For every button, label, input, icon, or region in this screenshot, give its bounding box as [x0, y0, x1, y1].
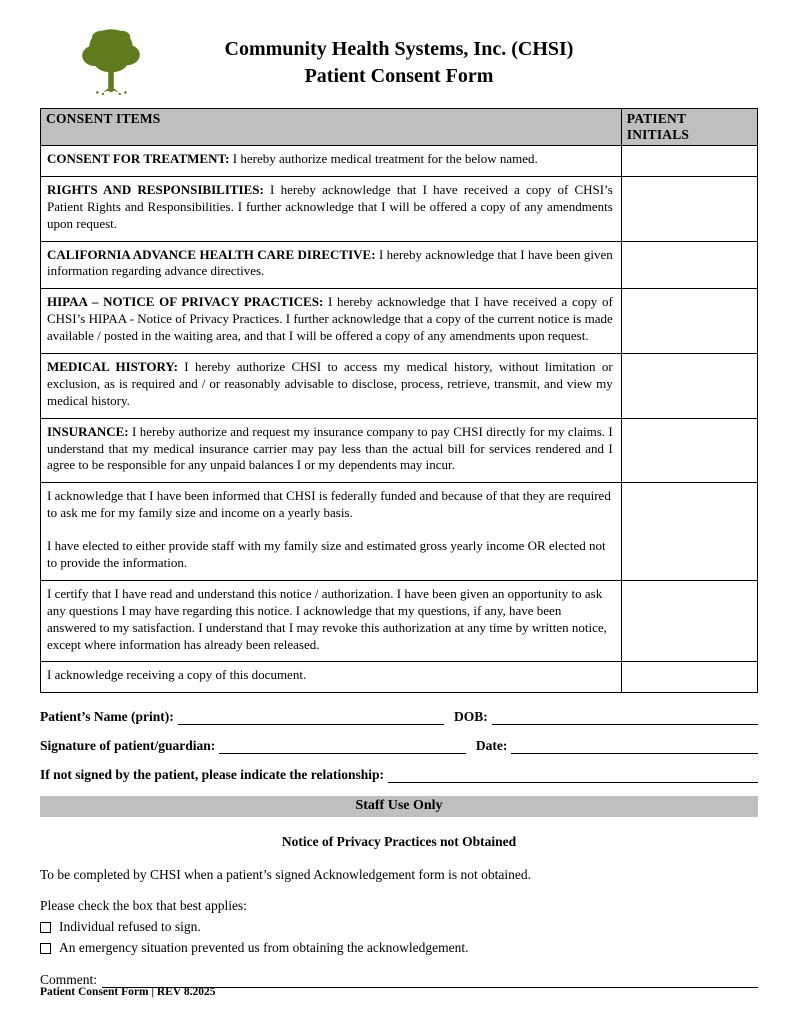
relationship-label: If not signed by the patient, please indicate the relationship:	[40, 767, 385, 783]
consent-items-header: CONSENT ITEMS	[41, 109, 622, 146]
table-row	[41, 176, 758, 241]
consent-text-cell	[41, 176, 622, 241]
table-row	[41, 241, 758, 289]
initials-cell[interactable]	[621, 146, 757, 177]
row-label: INSURANCE:	[47, 423, 129, 439]
dob-label: DOB:	[453, 709, 488, 725]
consent-text-cell	[41, 289, 622, 354]
form-title: Patient Consent Form	[304, 65, 494, 87]
table-row	[41, 418, 758, 483]
consent-text-cell	[41, 580, 622, 662]
notice-heading: Notice of Privacy Practices not Obtained	[281, 834, 517, 850]
signature-label: Signature of patient/guardian:	[40, 738, 216, 754]
initials-cell[interactable]	[621, 662, 757, 693]
initials-cell[interactable]	[621, 483, 757, 581]
consent-table	[40, 108, 758, 693]
date-field[interactable]	[511, 739, 758, 754]
checkbox-label: An emergency situation prevented us from obtaining the acknowledgement.	[59, 940, 469, 956]
row-text: I acknowledge that I have been informed that CHSI is federally funded and because of that they are required to ask me for my family size and income on a yearly basis.	[47, 488, 611, 521]
row-label: HIPAA – NOTICE OF PRIVACY PRACTICES:	[47, 294, 324, 310]
table-row	[41, 146, 758, 177]
footer-revision-text: Patient Consent Form | REV 8.2025	[40, 986, 216, 998]
row-label: RIGHTS AND RESPONSIBILITIES:	[47, 181, 264, 197]
consent-text-cell	[41, 146, 622, 177]
row-text: I hereby authorize medical treatment for the below named.	[232, 151, 538, 166]
signature-field[interactable]	[219, 739, 466, 754]
checkbox-row-emergency	[40, 940, 758, 956]
check-prompt: Please check the box that best applies:	[40, 898, 247, 914]
tree-logo-icon	[65, 22, 157, 102]
row-text: I acknowledge receiving a copy of this document.	[47, 667, 307, 683]
emergency-situation-checkbox[interactable]	[40, 943, 51, 954]
row-text: I hereby authorize and request my insurance company to pay CHSI directly for my claims. I understand that my medical insurance carrier may pay less than the actual bill for services rendered and I agree to be responsible for any unpaid balances I or my dependents may incur.	[47, 423, 613, 473]
notice-intro: To be completed by CHSI when a patient’s signed Acknowledgement form is not obtained.	[40, 867, 531, 883]
relationship-row	[40, 767, 758, 783]
initials-cell[interactable]	[621, 418, 757, 483]
staff-use-only-bar: Staff Use Only	[40, 796, 758, 817]
checkbox-label: Individual refused to sign.	[59, 919, 201, 935]
initials-cell[interactable]	[621, 241, 757, 289]
document-header	[40, 22, 758, 104]
row-text: I hereby acknowledge that I have received a copy of CHSI’s HIPAA - Notice of Privacy Practices. I further acknowledge that a copy of the current notice is made available / posted in the waiting area, and that I will be offered a copy of any amendments upon request.	[47, 294, 613, 344]
initials-cell[interactable]	[621, 176, 757, 241]
table-row	[41, 354, 758, 419]
table-header-row	[41, 109, 758, 146]
checkbox-row-refused	[40, 919, 758, 935]
consent-text-cell	[41, 418, 622, 483]
row-label: CONSENT FOR TREATMENT:	[47, 151, 230, 166]
consent-text-cell	[41, 241, 622, 289]
row-text: I hereby acknowledge that I have received a copy of CHSI’s Patient Rights and Responsibilities. I further acknowledge that I will be offered a copy of any amendments upon request.	[47, 181, 613, 231]
consent-text-cell	[41, 483, 622, 581]
row-label: CALIFORNIA ADVANCE HEALTH CARE DIRECTIVE:	[47, 246, 376, 262]
signature-section	[40, 709, 758, 783]
row-text: I have elected to either provide staff with my family size and estimated gross yearly income OR elected not to provide the information.	[47, 538, 606, 571]
table-row	[41, 662, 758, 693]
patient-initials-header: PATIENT INITIALS	[621, 109, 757, 146]
consent-text-cell	[41, 662, 622, 693]
signature-row	[40, 738, 758, 754]
initials-cell[interactable]	[621, 289, 757, 354]
row-text: I hereby acknowledge that I have been given information regarding advance directives.	[47, 246, 613, 279]
patient-name-label: Patient’s Name (print):	[40, 709, 174, 725]
patient-name-field[interactable]	[178, 710, 444, 725]
row-text: I hereby authorize CHSI to access my medical history, without limitation or exclusion, as is required and / or reasonably advisable to disclose, process, retrieve, transmit, and view my medical history.	[47, 359, 613, 408]
table-row	[41, 483, 758, 581]
row-label: MEDICAL HISTORY:	[47, 359, 178, 375]
row-text: I certify that I have read and understand this notice / authorization. I have been given an opportunity to ask any questions I may have regarding this notice. I acknowledge that my questions, if any, have been answered to my satisfaction. I understand that I may revoke this authorization at any time by written notice, except where information has already been released.	[47, 585, 607, 652]
date-label: Date:	[475, 738, 508, 754]
table-row	[41, 580, 758, 662]
relationship-field[interactable]	[388, 768, 758, 783]
consent-text-cell	[41, 354, 622, 419]
org-title: Community Health Systems, Inc. (CHSI)	[224, 38, 574, 60]
initials-cell[interactable]	[621, 580, 757, 662]
dob-field[interactable]	[492, 710, 758, 725]
initials-cell[interactable]	[621, 354, 757, 419]
comment-label: Comment:	[40, 972, 97, 988]
patient-name-row	[40, 709, 758, 725]
refused-to-sign-checkbox[interactable]	[40, 922, 51, 933]
table-row	[41, 289, 758, 354]
